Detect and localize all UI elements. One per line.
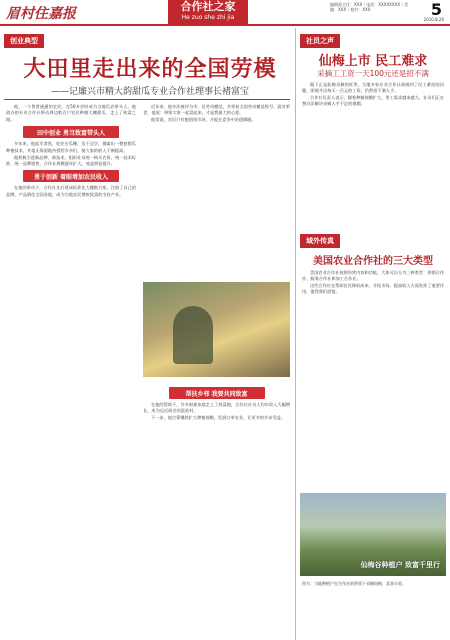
article-column-c [143,384,290,636]
paragraph: 在他的帮助下，许多困难家庭走上了致富路，合作社社员人均年收入大幅增长，成为远近闻名的富裕村。 [143,402,290,414]
headline-divider [4,99,290,100]
editor-info: 编辑部主任：XXX｜电话：XXXXXXXX｜美编：XXX｜校对：XXX [330,2,409,12]
subheading: 帮扶乡邻 我要共同致富 [169,387,265,399]
paragraph: 在他的带动下，合作社先后建成标准化大棚数百座，注册了自己的品牌，产品销往全国各地，成为当地农民增收致富的支柱产业。 [6,185,136,197]
paragraph: 这些合作社在帮助农民降低成本、开拓市场、提高收入方面发挥了重要作用，值得我们借鉴。 [302,283,444,295]
sidebar-articles [298,28,448,640]
article-subhead: ——记廉兴市精大韵甜瓜专业合作社理事长褚富宝 [50,87,249,97]
section-pinyin: He zuo she zhi jia [181,14,235,21]
article-headline: 大田里走出来的全国劳模 [23,57,277,82]
paragraph: 近年来，他多次被评为市、县劳动模范，并荣获全国劳动模范称号。面对荣誉，他说：带领大家一起富起来，才是我最大的心愿。 [143,104,290,116]
paragraph: 多年来，他起早贪黑，吃住在瓜棚，边干边学，摸索出一整套甜瓜种植技术，并毫无保留地传授给乡亲们，使大家的收入不断提高。 [6,141,136,153]
section-banner [168,0,248,24]
paragraph: 合作社负责人表示，随着种植规模扩大，用工需求越来越大，社员们正在想办法解决采摘人手不足的难题。 [302,95,444,107]
article-column-b [143,104,290,279]
section-tag: 域外传真 [300,234,340,248]
paragraph: 他，一个普普通通的农民，在50多岁时成为当地瓜农带头人，他创办的专业合作社带动周边数百户农民种植大棚甜瓜，走上了致富之路。 [6,104,136,122]
section-tag: 创业典型 [4,34,44,48]
paragraph: 下一步，他打算继续扩大种植规模，发展订单农业，让更多的乡亲受益。 [151,415,286,421]
issue-date: 2010.8.26 [423,17,444,22]
subheading: 田中创业 勇当致富带头人 [23,126,119,138]
sidebar-headline: 美国农业合作社的三大类型 [313,256,433,267]
sidebar-body [302,270,444,514]
sidebar-subhead: 采摘工工资一天100元还是招不满 [317,69,429,78]
paragraph: 眼下正是仙梅采摘的旺季，当地多家专业合作社却遇到了民工难招的问题，即使开出每天一百元的工资，仍然招不满人手。 [302,82,444,94]
newspaper-logo: 眉村住嘉报 [6,6,76,22]
paragraph: 他常说，农民只有抱团闯市场，才能在竞争中站稳脚跟。 [151,117,256,123]
masthead [0,0,450,26]
subheading: 勇于创新 着眼增加农民收入 [23,170,119,182]
sidebar-headline: 仙梅上市 民工难求 [318,54,428,69]
photo-caption: 图为：当地种植户在合作社的带领下采摘仙梅，喜获丰收。 [302,581,406,586]
article-column-a [6,104,136,640]
section-title: 合作社之家 [180,0,236,13]
article-photo [143,282,290,377]
section-tag: 社员之声 [300,34,340,48]
paragraph: 美国农业合作社按照经营内容和功能，大体可以分为三种类型：供销合作社、服务合作社和加工合作社。 [302,270,444,282]
photo-caption-overlay: 仙梅谷种植户 致富千里行 [360,560,440,569]
sidebar-body [302,82,444,222]
page-number: 5 [430,0,442,19]
column-divider [295,28,296,640]
paragraph: 他积极引进新品种、新技术，组织社员统一购买农资、统一技术标准、统一品牌销售，合作社规模逐年扩大，效益明显提升。 [6,154,136,166]
field-photo [300,493,446,576]
